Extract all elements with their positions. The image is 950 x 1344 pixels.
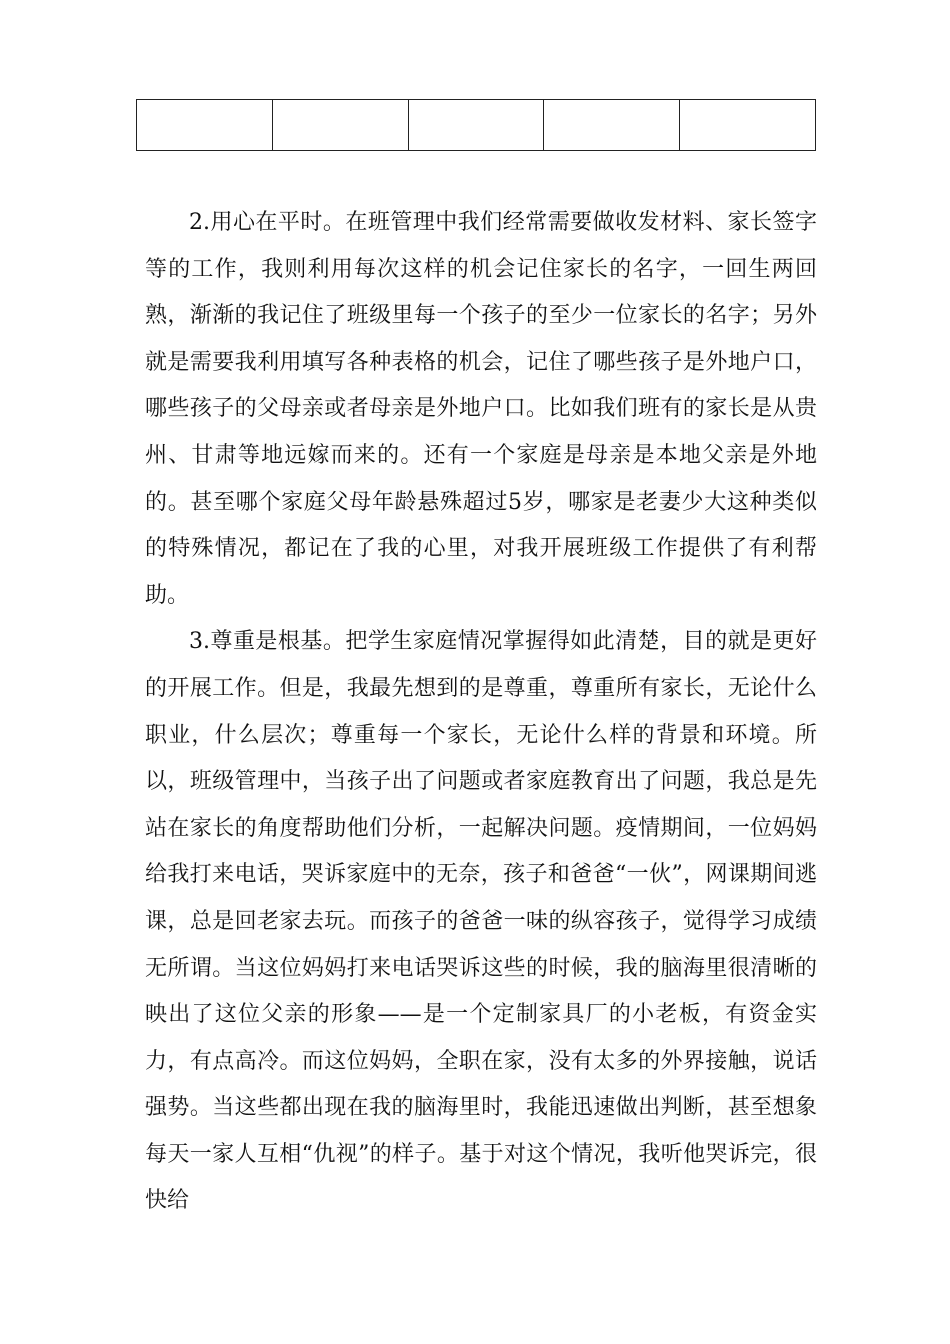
table-cell bbox=[272, 100, 408, 151]
table-cell bbox=[680, 100, 816, 151]
table-row bbox=[137, 100, 816, 151]
table-cell bbox=[544, 100, 680, 151]
table-cell bbox=[137, 100, 273, 151]
table-fragment bbox=[136, 99, 816, 151]
paragraph-care-in-daily-work: 2.用心在平时。在班管理中我们经常需要做收发材料、家长签字等的工作，我则利用每次这样的机会记住家长的名字，一回生两回熟，渐渐的我记住了班级里每一个孩子的至少一位家长的名字；另外就是需要我利用填写各种表格的机会，记住了哪些孩子是外地户口，哪些孩子的父母亲或者母亲是外地户口。比如我们班有的家长是从贵州、甘肃等地远嫁而来的。还有一个家庭是母亲是本地父亲是外地的。甚至哪个家庭父母年龄悬殊超过5岁，哪家是老妻少大这种类似的特殊情况，都记在了我的心里，对我开展班级工作提供了有利帮助。 bbox=[145, 210, 817, 608]
table-cell bbox=[408, 100, 544, 151]
body-text bbox=[145, 200, 817, 1225]
paragraph-respect-foundation: 3.尊重是根基。把学生家庭情况掌握得如此清楚，目的就是更好的开展工作。但是，我最先想到的是尊重，尊重所有家长，无论什么职业，什么层次；尊重每一个家长，无论什么样的背景和环境。所以，班级管理中，当孩子出了问题或者家庭教育出了问题，我总是先站在家长的角度帮助他们分析，一起解决问题。疫情期间，一位妈妈给我打来电话，哭诉家庭中的无奈，孩子和爸爸“一伙”，网课期间逃课，总是回老家去玩。而孩子的爸爸一味的纵容孩子，觉得学习成绩无所谓。当这位妈妈打来电话哭诉这些的时候，我的脑海里很清晰的映出了这位父亲的形象——是一个定制家具厂的小老板，有资金实力，有点高冷。而这位妈妈，全职在家，没有太多的外界接触，说话强势。当这些都出现在我的脑海里时，我能迅速做出判断，甚至想象每天一家人互相“仇视”的样子。基于对这个情况，我听他哭诉完，很快给 bbox=[145, 629, 817, 1214]
